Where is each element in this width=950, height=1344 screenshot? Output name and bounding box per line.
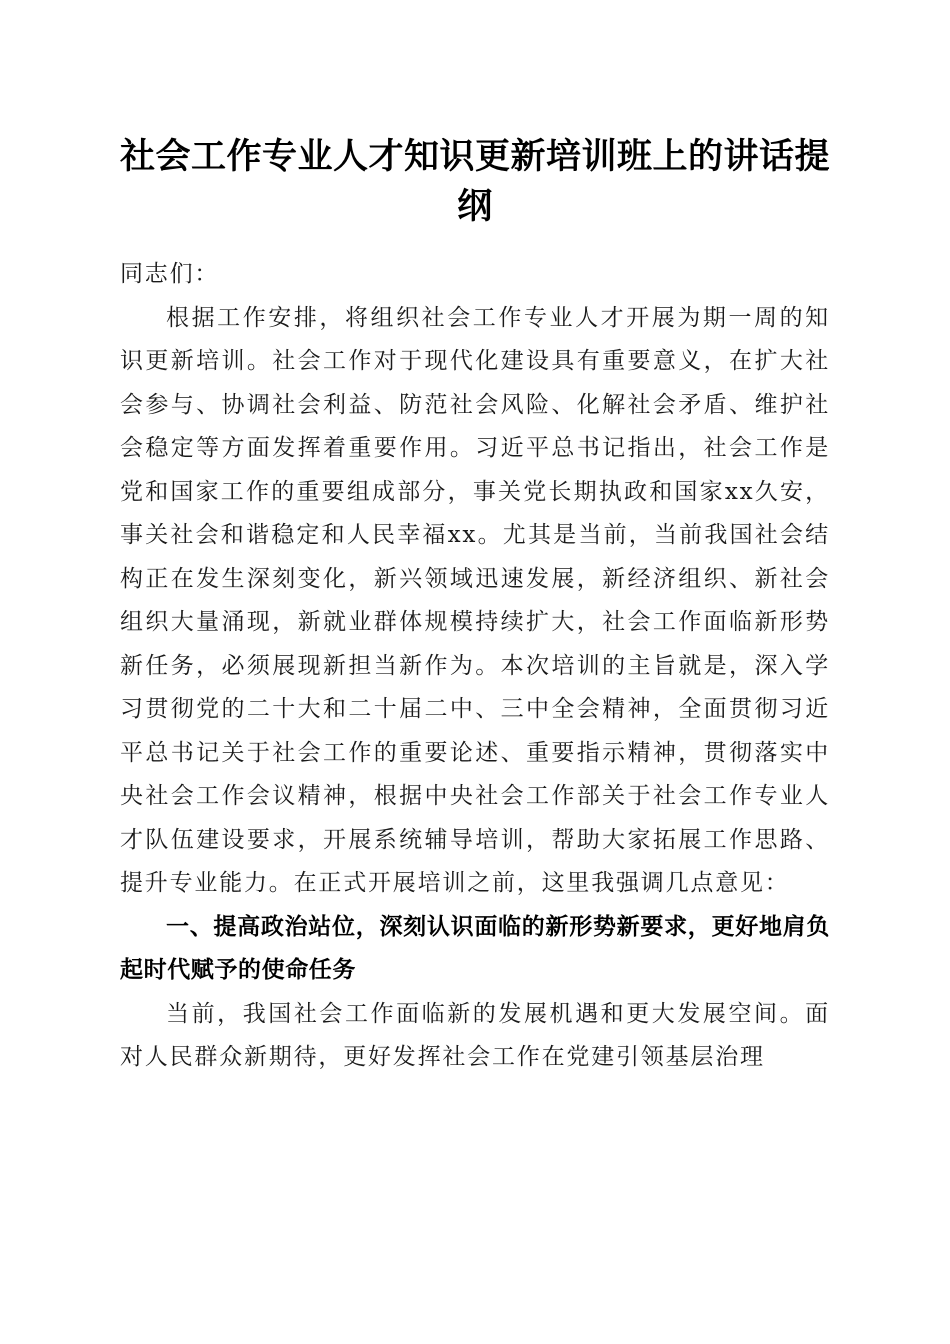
section-heading: 一、提高政治站位，深刻认识面临的新形势新要求，更好地肩负起时代赋予的使命任务 — [120, 913, 830, 983]
document-title: 社会工作专业人才知识更新培训班上的讲话提纲 — [119, 136, 830, 227]
document-body — [120, 253, 830, 1080]
body-paragraph: 根据工作安排，将组织社会工作专业人才开展为期一周的知识更新培训。社会工作对于现代化建设具有重要意义，在扩大社会参与、协调社会利益、防范社会风险、化解社会矛盾、维护社会稳定等方面发挥着重要作用。习近平总书记指出，社会工作是党和国家工作的重要组成部分，事关党长期执政和国家xx久安，事关社会和谐稳定和人民幸福xx。尤其是当前，当前我国社会结构正在发生深刻变化，新兴领域迅速发展，新经济组织、新社会组织大量涌现，新就业群体规模持续扩大，社会工作面临新形势新任务，必须展现新担当新作为。本次培训的主旨就是，深入学习贯彻党的二十大和二十届二中、三中全会精神，全面贯彻习近平总书记关于社会工作的重要论述、重要指示精神，贯彻落实中央社会工作会议精神，根据中央社会工作部关于社会工作专业人才队伍建设要求，开展系统辅导培训，帮助大家拓展工作思路、提升专业能力。在正式开展培训之前，这里我强调几点意见： — [120, 304, 830, 896]
salutation: 同志们： — [120, 261, 220, 287]
section-paragraph: 当前，我国社会工作面临新的发展机遇和更大发展空间。面对人民群众新期待，更好发挥社会工作在党建引领基层治理 — [120, 1000, 830, 1070]
